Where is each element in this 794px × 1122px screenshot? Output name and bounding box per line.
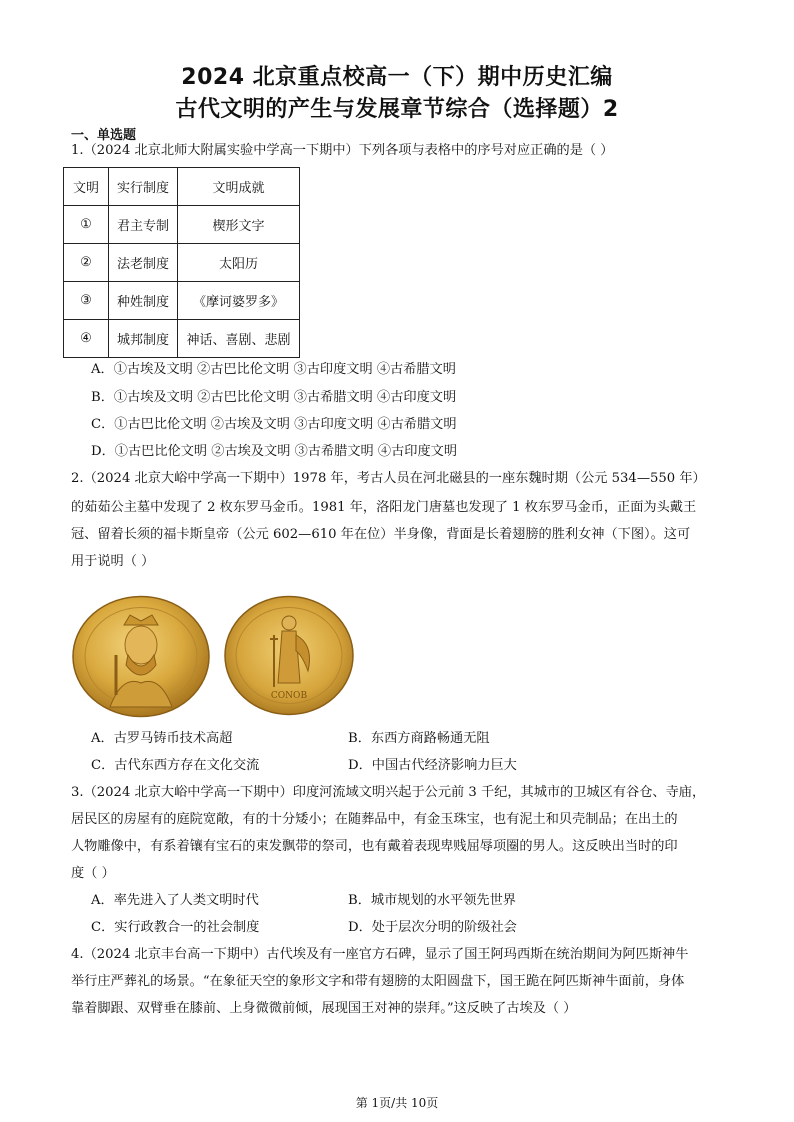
table-header-row	[64, 168, 300, 206]
table-cell: ②	[64, 244, 109, 282]
table-cell: 神话、喜剧、悲剧	[178, 320, 300, 358]
q4-text-line: 靠着脚跟、双臂垂在膝前、上身微微前倾，展现国王对神的崇拜。”这反映了古埃及（ ）	[71, 1001, 577, 1016]
q1-option-b: B．①古埃及文明 ②古巴比伦文明 ③古希腊文明 ④古印度文明	[91, 390, 457, 405]
q2-text-line: 的茹茹公主墓中发现了 2 枚东罗马金币。1981 年，洛阳龙门唐墓也发现了 1 枚东罗马金币，正面为头戴王	[71, 500, 697, 515]
q3-option-a: A．率先进入了人类文明时代	[91, 893, 259, 908]
table-cell: ①	[64, 206, 109, 244]
table-row	[64, 206, 300, 244]
table-cell: 君主专制	[109, 206, 178, 244]
q2-option-a: A．古罗马铸币技术高超	[91, 731, 233, 746]
q4-text-line: 4.（2024 北京丰台高一下期中）古代埃及有一座官方石碑，显示了国王阿玛西斯在统治期间为阿匹斯神牛	[71, 947, 689, 962]
q3-text-line: 3.（2024 北京大峪中学高一下期中）印度河流域文明兴起于公元前 3 千纪，其城市的卫城区有谷仓、寺庙，	[71, 785, 706, 800]
coin-inscription: CONOB	[270, 691, 308, 701]
table-header-cell: 文明成就	[178, 168, 300, 206]
table-row	[64, 282, 300, 320]
q3-option-d: D．处于层次分明的阶级社会	[348, 920, 517, 935]
q2-option-c: C．古代东西方存在文化交流	[91, 758, 260, 773]
table-cell: 太阳历	[178, 244, 300, 282]
document-title-line1: 2024 北京重点校高一（下）期中历史汇编	[181, 65, 613, 90]
q1-option-a: A．①古埃及文明 ②古巴比伦文明 ③古印度文明 ④古希腊文明	[91, 362, 456, 377]
document-title-line2: 古代文明的产生与发展章节综合（选择题）2	[175, 97, 619, 122]
table-cell: 法老制度	[109, 244, 178, 282]
table-cell: 楔形文字	[178, 206, 300, 244]
q3-text-line: 人物雕像中，有系着镶有宝石的束发飘带的祭司，也有戴着表现卑贱屈辱项圈的男人。这反映出当时的印	[71, 839, 678, 854]
table-header-cell: 文明	[64, 168, 109, 206]
table-cell: ③	[64, 282, 109, 320]
q2-text-line: 用于说明（ ）	[71, 554, 155, 569]
q1-table	[63, 167, 300, 358]
table-row	[64, 320, 300, 358]
q3-option-b: B．城市规划的水平领先世界	[348, 893, 516, 908]
q1-option-d: D．①古巴比伦文明 ②古埃及文明 ③古希腊文明 ④古印度文明	[91, 444, 458, 459]
q1-stem: 1.（2024 北京北师大附属实验中学高一下期中）下列各项与表格中的序号对应正确的是（ ）	[71, 143, 614, 158]
table-row	[64, 244, 300, 282]
q4-text-line: 举行庄严葬礼的场景。“在象征天空的象形文字和带有翅膀的太阳圆盘下，国王跪在阿匹斯神牛面前，身体	[71, 974, 685, 989]
q2-option-d: D．中国古代经济影响力巨大	[348, 758, 517, 773]
q1-option-c: C．①古巴比伦文明 ②古埃及文明 ③古印度文明 ④古希腊文明	[91, 417, 457, 432]
table-cell: 《摩诃婆罗多》	[178, 282, 300, 320]
table-header-cell: 实行制度	[109, 168, 178, 206]
table-cell: ④	[64, 320, 109, 358]
table-cell: 城邦制度	[109, 320, 178, 358]
section-heading: 一、单选题	[71, 128, 137, 143]
table-cell: 种姓制度	[109, 282, 178, 320]
q3-text-line: 居民区的房屋有的庭院宽敞，有的十分矮小；在随葬品中，有金玉珠宝，也有泥土和贝壳制品；在出土的	[71, 812, 678, 827]
q2-text-line: 2.（2024 北京大峪中学高一下期中）1978 年，考古人员在河北磁县的一座东魏时期（公元 534—550 年）	[71, 471, 706, 486]
q2-text-line: 冠、留着长须的福卡斯皇帝（公元 602—610 年在位）半身像，背面是长着翅膀的胜利女神（下图）。这可	[71, 527, 691, 542]
coin-reverse-image	[224, 595, 354, 716]
q3-text-line: 度（ ）	[71, 866, 115, 881]
q2-option-b: B．东西方商路畅通无阻	[348, 731, 490, 746]
q3-option-c: C．实行政教合一的社会制度	[91, 920, 260, 935]
page-footer: 第 1页/共 10页	[355, 1096, 439, 1110]
coin-obverse-image	[72, 595, 210, 718]
